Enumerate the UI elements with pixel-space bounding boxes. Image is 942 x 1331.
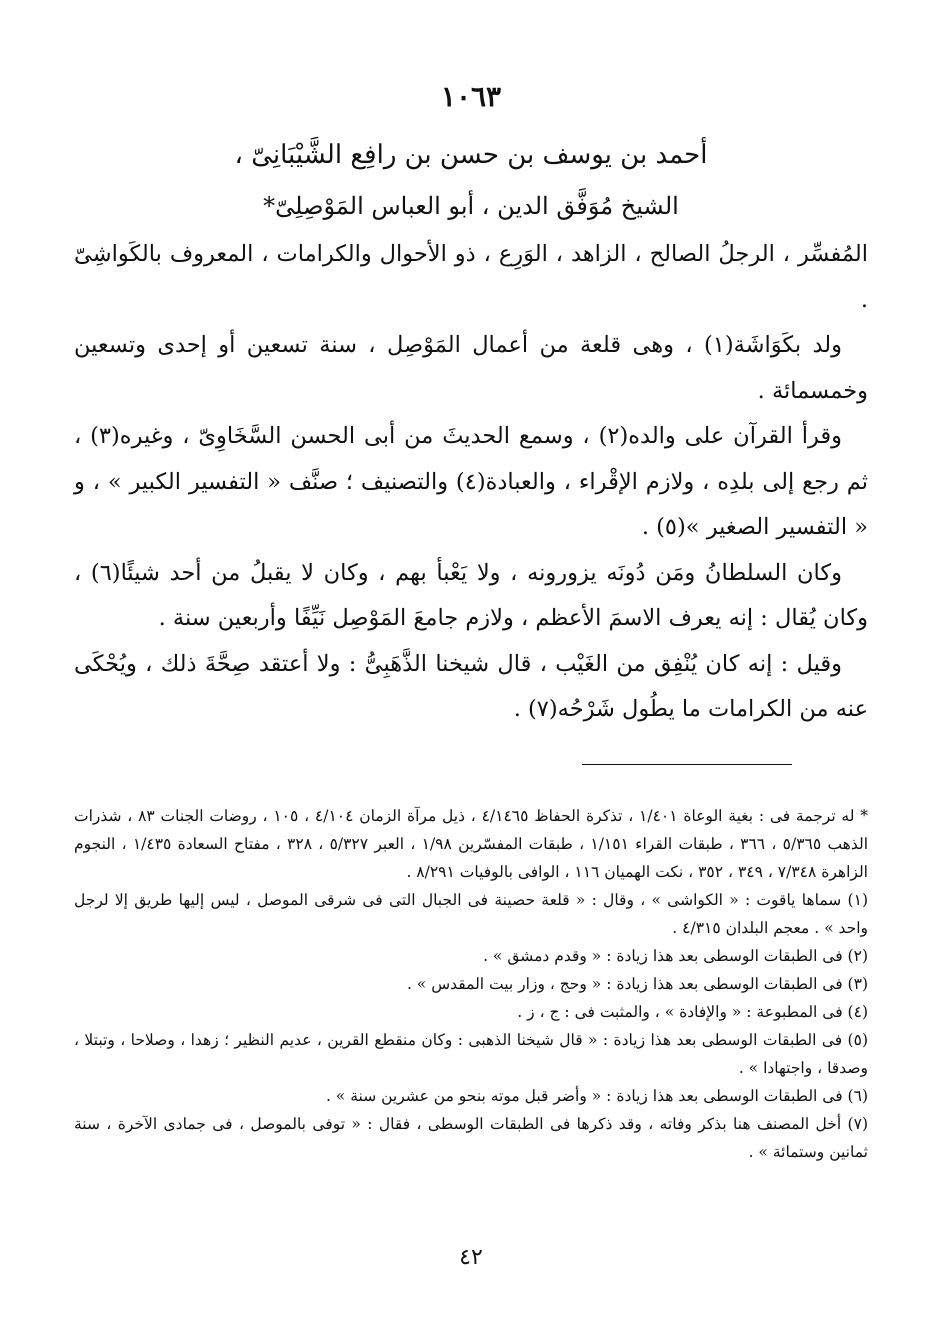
footnote-7: (٧) أخل المصنف هنا بذكر وفاته ، وقد ذكرها فى الطبقات الوسطى ، فقال : « توفى بالموصل ، فى جمادى الآخرة ، سنة ثمانين وستمائة » . — [74, 1115, 868, 1161]
biography-name-line: أحمد بن يوسف بن حسن بن رافِع الشَّيْبَانِىّ ، — [234, 140, 708, 170]
footnote-2: (٢) فى الطبقات الوسطى بعد هذا زيادة : « وقدم دمشق » . — [483, 947, 868, 965]
biography-kunya-line: الشيخ مُوَفَّق الدين ، أبو العباس المَوْصِلِىّ* — [263, 192, 679, 220]
body-paragraph-karamat: وقيل : إنه كان يُنْفِق من الغَيْب ، قال شيخنا الذَّهَبِىُّ : ولا أعتقد صِحَّةَ ذلك ، ويُحْكَى عنه من الكرامات ما يطُول شَرْحُه(٧) . — [74, 650, 868, 722]
footnotes — [74, 802, 868, 1166]
body-paragraph-studies: وقرأ القرآن على والده(٢) ، وسمع الحديثَ من أبى الحسن السَّخَاوِىّ ، وغيره(٣) ، ثم رجع إلى بلدِه ، ولازم الإقْراء ، والعبادة(٤) والتصنيف ؛ صنَّف « التفسير الكبير » ، و « التفسير الصغير »(٥) . — [74, 423, 868, 540]
footnote-separator — [582, 764, 792, 765]
entry-number: ١٠٦٣ — [440, 80, 502, 113]
footnote-3: (٣) فى الطبقات الوسطى بعد هذا زيادة : « وحج ، وزار بيت المقدس » . — [406, 975, 868, 993]
footnote-4: (٤) فى المطبوعة : « والإفادة » ، والمثبت فى : ج ، ز . — [517, 1003, 868, 1021]
page-number: ٤٢ — [459, 1245, 483, 1270]
footnote-1: (١) سماها ياقوت : « الكواشى » ، وقال : « قلعة حصينة فى الجبال التى فى شرقى الموصل ، ليس إليها طريق إلا لرجل واحد » . معجم البلدان ٤/٣١٥ . — [74, 891, 868, 937]
footnote-6: (٦) فى الطبقات الوسطى بعد هذا زيادة : « وأضر قبل موته بنحو من عشرين سنة » . — [325, 1087, 868, 1105]
body-paragraph-birth: ولد بكَوَاشَة(١) ، وهى قلعة من أعمال المَوْصِل ، سنة تسعين أو إحدى وتسعين وخمسمائة . — [74, 332, 868, 404]
biography-body — [74, 232, 868, 733]
footnote-sources: * له ترجمة فى : بغية الوعاة ١/٤٠١ ، تذكرة الحفاظ ٤/١٤٦٥ ، ذيل مرآة الزمان ٤/١٠٤ ، ١٠٥ ، روضات الجنات ٨٣ ، شذرات الذهب ٥/٣٦٥ ، ٣٦٦ ، طبقات القراء ١/١٥١ ، طبقات المفسّرين ١/٩٨ ، العبر ٥/٣٢٧ ، ٣٢٨ ، مفتاح السعادة ١/٤٣٥ ، النجوم الزاهرة ٧/٣٤٨ ، ٣٤٩ ، ٣٥٢ ، نكت الهميان ١١٦ ، الوافى بالوفيات ٨/٢٩١ . — [74, 807, 869, 881]
footnote-5: (٥) فى الطبقات الوسطى بعد هذا زيادة : « قال شيخنا الذهبى : وكان منقطع القرين ، عديم النظير ؛ زهدا ، وصلاحا ، وتبتلا ، وصدقا ، واجتهادا » . — [74, 1031, 868, 1077]
body-paragraph-sultan: وكان السلطانُ ومَن دُونَه يزورونه ، ولا يَعْبأ بهم ، وكان لا يقبلُ من أحد شيئًا(٦) ، وكان يُقال : إنه يعرف الاسمَ الأعظم ، ولازم جامعَ المَوْصِل نَيِّفًا وأربعين سنة . — [74, 559, 868, 631]
body-paragraph-epithets: المُفسِّر ، الرجلُ الصالح ، الزاهد ، الوَرِع ، ذو الأحوال والكرامات ، المعروف بالكَواشِىّ . — [74, 241, 868, 313]
